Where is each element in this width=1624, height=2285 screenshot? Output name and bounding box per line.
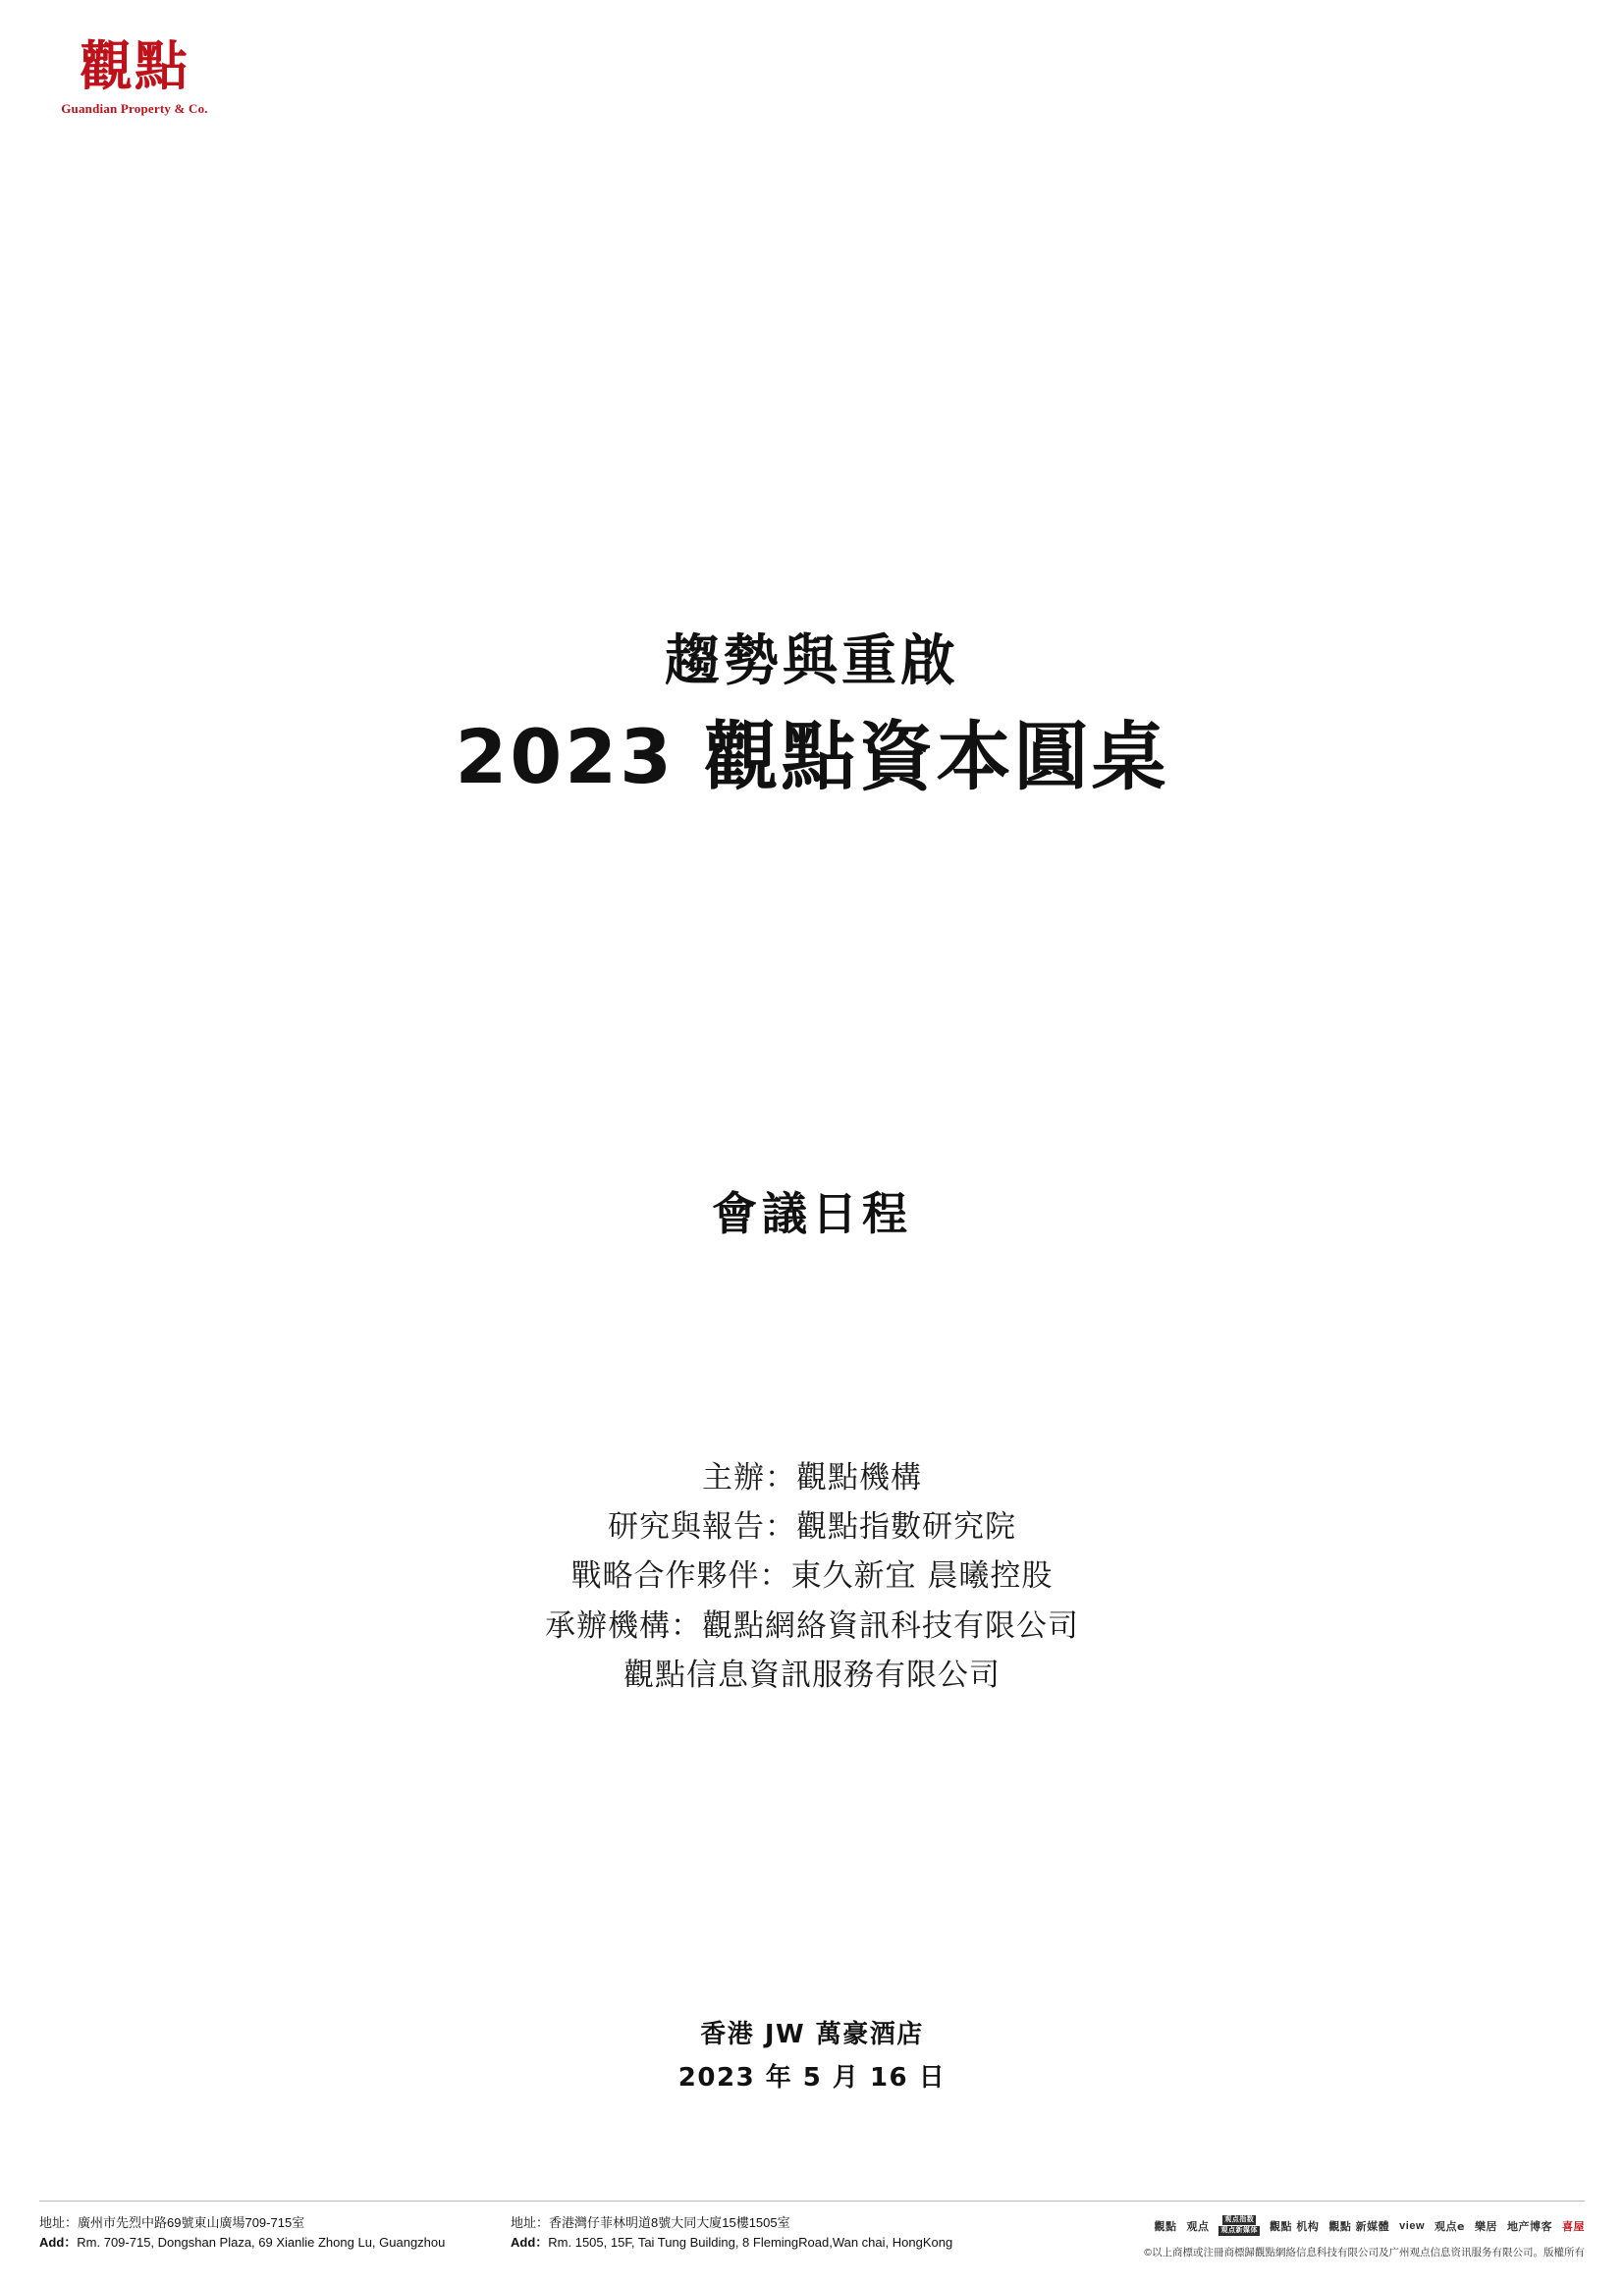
- brand-logo-item: [1218, 2215, 1260, 2237]
- title-line-2: 2023 觀點資本圓桌: [455, 713, 1169, 801]
- footer-address-left-en-text: Rm. 709-715, Dongshan Plaza, 69 Xianlie Zhong Lu, Guangzhou: [77, 2235, 446, 2251]
- credit-line: 承辦機構：觀點網絡資訊科技有限公司: [545, 1607, 1079, 1644]
- footer-address-left: [39, 2213, 511, 2253]
- brand-logo-item: 觀點 机构: [1269, 2219, 1320, 2233]
- brand-logo-item: 樂居: [1475, 2219, 1497, 2233]
- footer-address-left-en: [39, 2233, 511, 2253]
- venue-block: [0, 2013, 1624, 2099]
- footer-divider: [39, 2201, 1585, 2202]
- credit-line: 主辦：觀點機構: [702, 1460, 922, 1496]
- footer-copyright: ©以上商標或注冊商標歸觀點網絡信息科技有限公司及广州观点信息资讯服务有限公司。版權所有: [1144, 2247, 1585, 2258]
- brand-badge-index: 观点指数: [1222, 2215, 1256, 2225]
- credit-line: 研究與報告：觀點指數研究院: [608, 1509, 1016, 1546]
- brand-logo-item: view: [1399, 2219, 1426, 2232]
- footer-address-left-cn: 地址：廣州市先烈中路69號東山廣場709-715室: [39, 2215, 305, 2230]
- footer-address-right-cn: 地址：香港灣仔菲林明道8號大同大廈15樓1505室: [511, 2215, 790, 2230]
- brand-logo-item: 喜屋: [1562, 2219, 1585, 2233]
- venue-place: 香港 JW 萬豪酒店: [700, 2020, 924, 2049]
- footer-address-right-en-text: Rm. 1505, 15F, Tai Tung Building, 8 FlemingRoad,Wan chai, HongKong: [548, 2235, 953, 2251]
- brand-logo: [51, 35, 218, 117]
- footer-address-right-en: [511, 2233, 1021, 2253]
- subtitle-text: 會議日程: [712, 1187, 912, 1240]
- footer-address-left-en-label: Add：: [39, 2235, 78, 2251]
- brand-logo-item: 地产博客: [1507, 2219, 1552, 2233]
- logo-subtitle-text: Guandian Property & Co.: [61, 100, 208, 116]
- brand-logo-item: 觀點 新媒體: [1328, 2219, 1390, 2233]
- page-subtitle: [0, 1178, 1624, 1243]
- title-line-1: 趨勢與重啟: [665, 629, 959, 693]
- brand-logo-item: 观点e: [1435, 2219, 1465, 2233]
- credits-block: [0, 1453, 1624, 1700]
- footer-address-right: [511, 2213, 1021, 2253]
- footer-brand-strip: [1021, 2213, 1585, 2259]
- brand-logo-item: 观点: [1186, 2219, 1210, 2233]
- page-footer: [39, 2201, 1585, 2259]
- logo-mark-text: 觀點: [80, 35, 189, 97]
- venue-date: 2023 年 5 月 16 日: [677, 2063, 947, 2094]
- brand-logo-item: 觀點: [1154, 2219, 1177, 2233]
- credit-line: 戰略合作夥伴：東久新宜 晨曦控股: [570, 1558, 1054, 1595]
- page-title: [0, 628, 1624, 801]
- brand-badge-media: 观点新媒体: [1218, 2226, 1260, 2236]
- footer-address-right-en-label: Add：: [511, 2235, 549, 2251]
- credit-line: 觀點信息資訊服務有限公司: [623, 1657, 1001, 1693]
